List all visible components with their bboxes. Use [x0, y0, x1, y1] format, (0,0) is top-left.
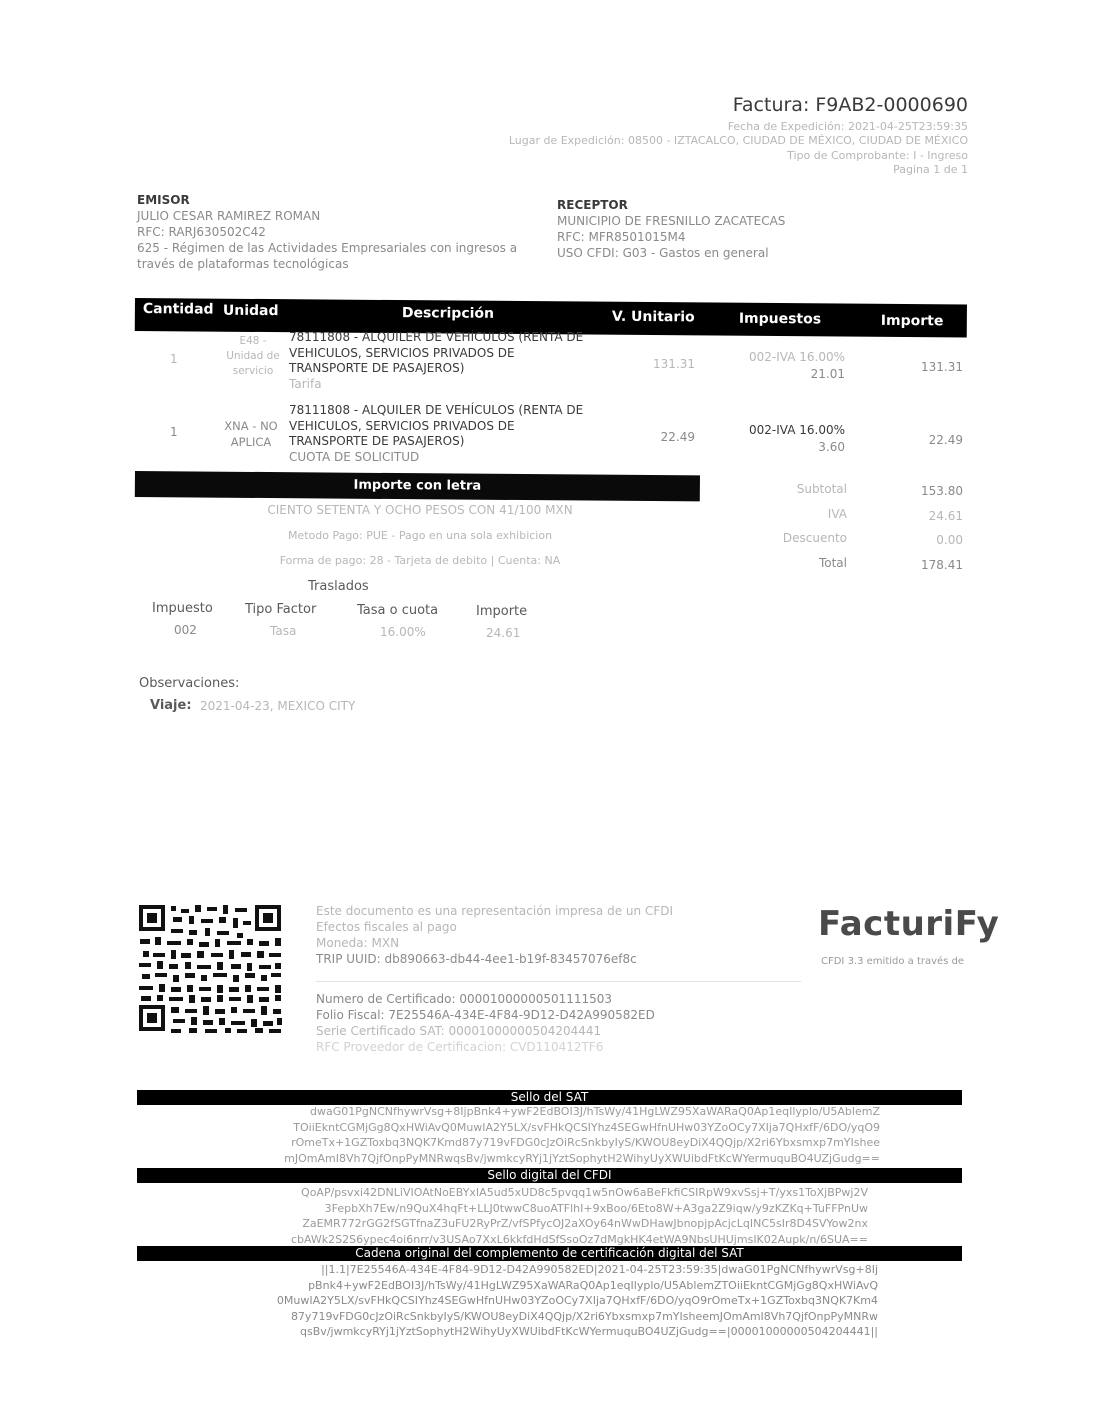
cfdi-seal-line: QoAP/psvxi42DNLiVIOAtNoEBYxIA5ud5xUD8c5pvqq1w5nOw6aBeFkfiCSIRpW9xvSsj+T/yxs1ToXjBPwj2V — [301, 1186, 868, 1199]
subtotal-value: 153.80 — [921, 484, 963, 498]
sat-seal-line: dwaG01PgNCNfhywrVsg+8IjpBnk4+ywF2EdBOI3J/hTsWy/41HgLWZ95XaWARaQ0Ap1eqIlyplo/U5AblemZ — [309, 1105, 880, 1118]
traslados-importe: 24.61 — [486, 626, 521, 640]
row2-amount: 22.49 — [928, 433, 963, 447]
cfdi-seal-line: 3FepbXh7Ew/n9QuX4hqFt+LLJ0twwC8uoATFlhI+9xBoo/6Eto8W+A3ga2Z9iqw/y9zKZKq+TuFFPnUw — [324, 1201, 868, 1215]
row2-qty: 1 — [170, 425, 178, 439]
row1-unit-line: Unidad de — [226, 350, 280, 362]
row2-desc-line: 78111808 - ALQUILER DE VEHÍCULOS (RENTA DE — [289, 403, 584, 417]
total-value: 178.41 — [921, 558, 963, 572]
row1-desc-line: TRANSPORTE DE PASAJEROS) — [289, 361, 465, 375]
certificate-number: Numero de Certificado: 00001000000501111503 — [316, 992, 613, 1006]
traslados-h-tipo: Tipo Factor — [245, 602, 317, 617]
cfdi-seal-line: ZaEMR772rGG2fSGTfnaZ3uFU2RyPrZ/vfSPfycOJ2aXOy64nWwDHawJbnopjpAcjcLqINC5sIr8D4SVYow2nx — [302, 1217, 868, 1230]
receptor-uso: USO CFDI: G03 - Gastos en general — [557, 246, 769, 260]
row1-qty: 1 — [170, 352, 178, 366]
total-label: Total — [818, 556, 847, 570]
invoice-number: Factura: F9AB2-0000690 — [732, 94, 968, 116]
traslados-h-impuesto: Impuesto — [152, 601, 213, 616]
chain-line: pBnk4+ywF2EdBOI3J/hTsWy/41HgLWZ95XaWARaQ0Ap1eqIlyplo/U5AblemZTOiiEkntCGMjGg8QxHWiAvQ — [308, 1278, 878, 1292]
emisor-regime-2: través de plataformas tecnológicas — [137, 257, 349, 271]
trip-value: 2021-04-23, MEXICO CITY — [200, 699, 356, 713]
row1-unit-line: servicio — [232, 365, 274, 377]
trip-uuid: TRIP UUID: db890663-db44-4ee1-b19f-83457076ef8c — [316, 952, 637, 966]
row2-unit-price: 22.49 — [660, 430, 695, 444]
cfdi-seal-title: Sello digital del CFDI — [137, 1168, 962, 1183]
row1-amount: 131.31 — [921, 360, 963, 374]
th-unidad: Unidad — [222, 302, 279, 320]
receptor-block — [557, 197, 857, 261]
observaciones-title: Observaciones: — [139, 676, 240, 691]
row1-unit-line: E48 - — [239, 335, 267, 347]
cfdi-seal-line: cbAWk2S2S6ypec4oi6nrr/v3USAo7XxL6kkfdHdSfSsoOz7dMgkHK4etWA9NbsUHUjmsIK02Aupk/n/6SUA== — [290, 1232, 868, 1246]
chain-line: qsBv/jwmkcyRYj1jYztSophytH2WihyUyXWUibdFtKcWYermuquBO4UZjGudg==|00001000000504204441|| — [300, 1325, 878, 1338]
sat-seal-line: TOiiEkntCGMjGg8QxHWiAvQ0MuwIA2Y5LX/svFHkQCSIYhz4SEGwHfnUHw03YZoOCy7XIja7QHxfF/6DO/yqO9 — [293, 1120, 880, 1134]
th-vunitario: V. Unitario — [611, 308, 695, 326]
original-chain — [150, 1262, 878, 1340]
row2-unit-line: APLICA — [230, 435, 272, 449]
traslados-title: Traslados — [308, 579, 369, 594]
traslados-tasa: 16.00% — [380, 625, 426, 639]
provider-rfc: RFC Proveedor de Certificacion: CVD110412TF6 — [316, 1040, 604, 1054]
footer-divider — [316, 981, 801, 982]
voucher-type: Tipo de Comprobante: I - Ingreso — [787, 149, 968, 162]
row1-unit-price: 131.31 — [653, 357, 695, 371]
iva-value: 24.61 — [928, 509, 963, 523]
discount-value: 0.00 — [936, 533, 963, 547]
th-impuestos: Impuestos — [738, 310, 822, 328]
qr-code — [137, 903, 285, 1039]
row1-desc-line: Tarifa — [289, 376, 322, 391]
subtotal-label: Subtotal — [796, 482, 847, 496]
row2-unit-line: XNA - NO — [224, 419, 278, 433]
emisor-block — [137, 192, 537, 272]
row1-tax-amount: 21.01 — [810, 367, 845, 381]
emisor-name: JULIO CESAR RAMIREZ ROMAN — [137, 209, 321, 223]
amount-in-words-text: CIENTO SETENTA Y OCHO PESOS CON 41/100 MXN — [267, 503, 573, 517]
emisor-title: EMISOR — [137, 193, 190, 207]
sat-seal-line: rOmeTx+1GZToxbq3NQK7Kmd87y719vFDG0cJzOiRcSnkbyIyS/KWOU8eyDiX4QQjp/X2ri6Ybxsmxp7mYIshee — [291, 1136, 880, 1149]
row1-desc-line: VEHICULOS, SERVICIOS PRIVADOS DE — [289, 345, 515, 360]
th-cantidad: Cantidad — [142, 301, 214, 318]
facturify-logo: FacturiFy — [818, 904, 1000, 944]
row2-desc-line: VEHICULOS, SERVICIOS PRIVADOS DE — [289, 418, 515, 433]
row1-description — [289, 330, 609, 392]
sat-seal-line: mJOmAmI8Vh7QjfOnpPyMNRwqsBv/jwmkcyRYj1jYztSophytH2WihyUyXWUibdFtKcWYermuquBO4UZjGudg== — [284, 1151, 880, 1165]
footer-note-line: Moneda: MXN — [316, 936, 400, 950]
row2-desc-line: CUOTA DE SOLICITUD — [289, 449, 420, 464]
fiscal-folio: Folio Fiscal: 7E25546A-434E-4F84-9D12-D42A990582ED — [316, 1008, 655, 1022]
iva-label: IVA — [827, 507, 847, 521]
payment-form: Forma de pago: 28 - Tarjeta de debito | Cuenta: NA — [279, 554, 561, 567]
row2-tax-rate: 002-IVA 16.00% — [749, 423, 845, 437]
receptor-rfc: RFC: MFR8501015M4 — [557, 230, 686, 244]
payment-method: Metodo Pago: PUE - Pago en una sola exhibicion — [287, 529, 553, 542]
row2-unit — [218, 418, 284, 450]
qr-code-image — [137, 903, 285, 1035]
issue-place: Lugar de Expedición: 08500 - IZTACALCO, CIUDAD DE MÉXICO, CIUDAD DE MÉXICO — [508, 134, 968, 147]
sat-seal — [150, 1104, 880, 1166]
th-importe: Importe — [880, 312, 944, 330]
row2-description — [289, 403, 609, 465]
traslados-tipo: Tasa — [270, 624, 297, 638]
traslados-impuesto: 002 — [174, 623, 197, 637]
certificate-info — [316, 991, 736, 1055]
trip-label: Viaje: — [150, 698, 192, 713]
row1-unit — [222, 334, 284, 379]
row1-desc-line: 78111808 - ALQUILER DE VEHÍCULOS (RENTA DE — [289, 330, 584, 344]
footer-note-line: Este documento es una representación impresa de un CFDI — [316, 904, 673, 918]
footer-note — [316, 903, 736, 967]
row2-desc-line: TRANSPORTE DE PASAJEROS) — [289, 434, 465, 448]
cfdi-seal — [150, 1185, 868, 1247]
chain-line: 87y719vFDG0cJzOiRcSnkbyIyS/KWOU8eyDiX4QQjp/X2ri6Ybxsmxp7mYIsheemJOmAmI8Vh7QjfOnpPyMNRw — [290, 1309, 878, 1323]
issue-date: Fecha de Expedición: 2021-04-25T23:59:35 — [727, 120, 968, 133]
emisor-rfc: RFC: RARJ630502C42 — [137, 225, 266, 239]
sat-certificate: Serie Certificado SAT: 00001000000504204441 — [316, 1024, 602, 1038]
chain-line: ||1.1|7E25546A-434E-4F84-9D12-D42A990582ED|2021-04-25T23:59:35|dwaG01PgNCNfhywrVsg+8Ij — [321, 1263, 878, 1276]
sat-seal-title: Sello del SAT — [137, 1090, 962, 1105]
page-number: Pagina 1 de 1 — [893, 163, 968, 176]
row2-tax-amount: 3.60 — [818, 440, 845, 454]
discount-label: Descuento — [782, 531, 847, 545]
footer-note-line: Efectos fiscales al pago — [316, 920, 457, 934]
brand-caption: CFDI 3.3 emitido a través de — [821, 956, 965, 967]
row1-tax-rate: 002-IVA 16.00% — [749, 350, 845, 364]
chain-line: 0MuwIA2Y5LX/svFHkQCSIYhz4SEGwHfnUHw03YZoOCy7XIja7QHxfF/6DO/yqO9rOmeTx+1GZToxbq3NQK7Km4 — [276, 1294, 878, 1307]
th-descripcion: Descripción — [401, 305, 495, 322]
traslados-h-importe: Importe — [476, 604, 528, 619]
chain-title: Cadena original del complemento de certificación digital del SAT — [137, 1246, 962, 1261]
emisor-regime-1: 625 - Régimen de las Actividades Empresariales con ingresos a — [137, 241, 518, 255]
receptor-title: RECEPTOR — [557, 198, 628, 212]
traslados-h-tasa: Tasa o cuota — [357, 603, 439, 618]
receptor-name: MUNICIPIO DE FRESNILLO ZACATECAS — [557, 214, 786, 228]
amount-in-words-title: Importe con letra — [135, 471, 700, 501]
